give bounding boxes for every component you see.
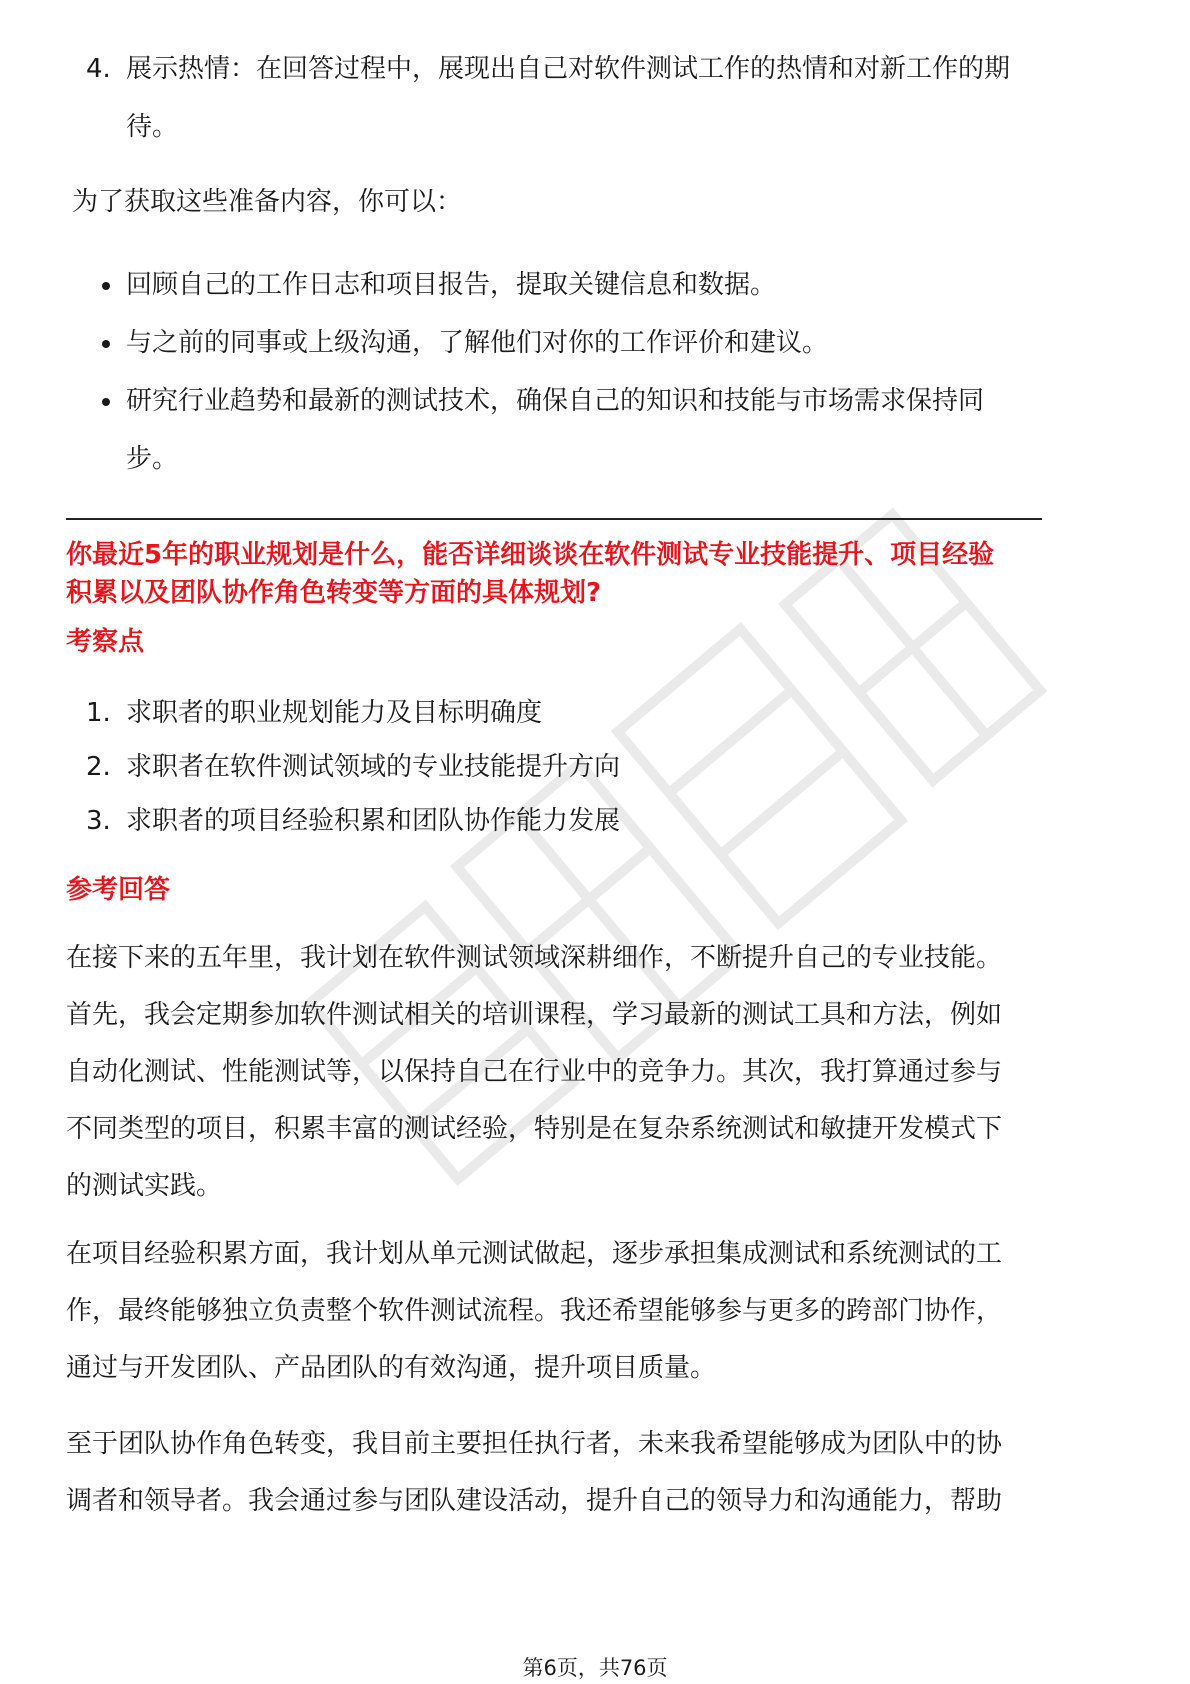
paragraph-line: 在项目经验积累方面，我计划从单元测试做起，逐步承担集成测试和系统测试的工 bbox=[66, 1239, 1003, 1269]
paragraph-line: 通过与开发团队、产品团队的有效沟通，提升项目质量。 bbox=[66, 1353, 717, 1383]
paragraph-line: 调者和领导者。我会通过参与团队建设活动，提升自己的领导力和沟通能力，帮助 bbox=[66, 1486, 1003, 1516]
list-number: 4. bbox=[86, 54, 111, 84]
list-number: 2. bbox=[86, 752, 111, 782]
bullet-item bbox=[72, 372, 1072, 488]
prep-bullet-list bbox=[72, 256, 1072, 488]
page-footer: 第6页，共76页 bbox=[522, 1656, 668, 1680]
list-item bbox=[72, 40, 1126, 156]
section-divider bbox=[66, 518, 1042, 520]
paragraph-line: 首先，我会定期参加软件测试相关的培训课程，学习最新的测试工具和方法，例如 bbox=[66, 1000, 1003, 1030]
question-line: 你最近5年的职业规划是什么，能否详细谈谈在软件测试专业技能提升、项目经验 bbox=[66, 540, 995, 570]
bullet-dot bbox=[102, 398, 110, 406]
bullet-item bbox=[72, 314, 1072, 372]
focus-heading: 考察点 bbox=[66, 627, 145, 657]
list-item bbox=[72, 686, 1188, 740]
bullet-text: 研究行业趋势和最新的测试技术，确保自己的知识和技能与市场需求保持同 bbox=[126, 386, 985, 416]
list-item bbox=[72, 740, 1188, 794]
bullet-item bbox=[72, 256, 1072, 314]
bullet-dot bbox=[102, 340, 110, 348]
list-number: 3. bbox=[86, 806, 111, 836]
answer-paragraph bbox=[66, 1226, 1066, 1397]
answer-paragraph bbox=[66, 930, 1066, 1215]
prep-intro: 为了获取这些准备内容，你可以： bbox=[72, 187, 463, 217]
paragraph-line: 自动化测试、性能测试等，以保持自己在行业中的竞争力。其次，我打算通过参与 bbox=[66, 1057, 1003, 1087]
bullet-text: 与之前的同事或上级沟通，了解他们对你的工作评价和建议。 bbox=[126, 328, 829, 358]
list-text: 求职者的职业规划能力及目标明确度 bbox=[126, 698, 543, 728]
list-number: 1. bbox=[86, 698, 111, 728]
bullet-text: 回顾自己的工作日志和项目报告，提取关键信息和数据。 bbox=[126, 270, 777, 300]
list-item bbox=[72, 794, 1188, 848]
paragraph-line: 的测试实践。 bbox=[66, 1171, 223, 1201]
paragraph-line: 作，最终能够独立负责整个软件测试流程。我还希望能够参与更多的跨部门协作， bbox=[66, 1296, 1003, 1326]
paragraph-line: 至于团队协作角色转变，我目前主要担任执行者，未来我希望能够成为团队中的协 bbox=[66, 1429, 1003, 1459]
answer-heading: 参考回答 bbox=[66, 875, 171, 905]
question-line: 积累以及团队协作角色转变等方面的具体规划? bbox=[66, 578, 602, 608]
paragraph-line: 在接下来的五年里，我计划在软件测试领域深耕细作，不断提升自己的专业技能。 bbox=[66, 943, 1003, 973]
list-text-line: 展示热情：在回答过程中，展现出自己对软件测试工作的热情和对新工作的期 bbox=[126, 54, 1011, 84]
answer-paragraph bbox=[66, 1416, 1066, 1530]
question-title bbox=[66, 536, 1066, 612]
list-text: 求职者在软件测试领域的专业技能提升方向 bbox=[126, 752, 621, 782]
bullet-text: 步。 bbox=[126, 444, 179, 474]
list-text-line: 待。 bbox=[126, 112, 179, 142]
bullet-dot bbox=[102, 282, 110, 290]
focus-list bbox=[72, 686, 1072, 848]
list-text: 求职者的项目经验积累和团队协作能力发展 bbox=[126, 806, 621, 836]
paragraph-line: 不同类型的项目，积累丰富的测试经验，特别是在复杂系统测试和敏捷开发模式下 bbox=[66, 1114, 1003, 1144]
